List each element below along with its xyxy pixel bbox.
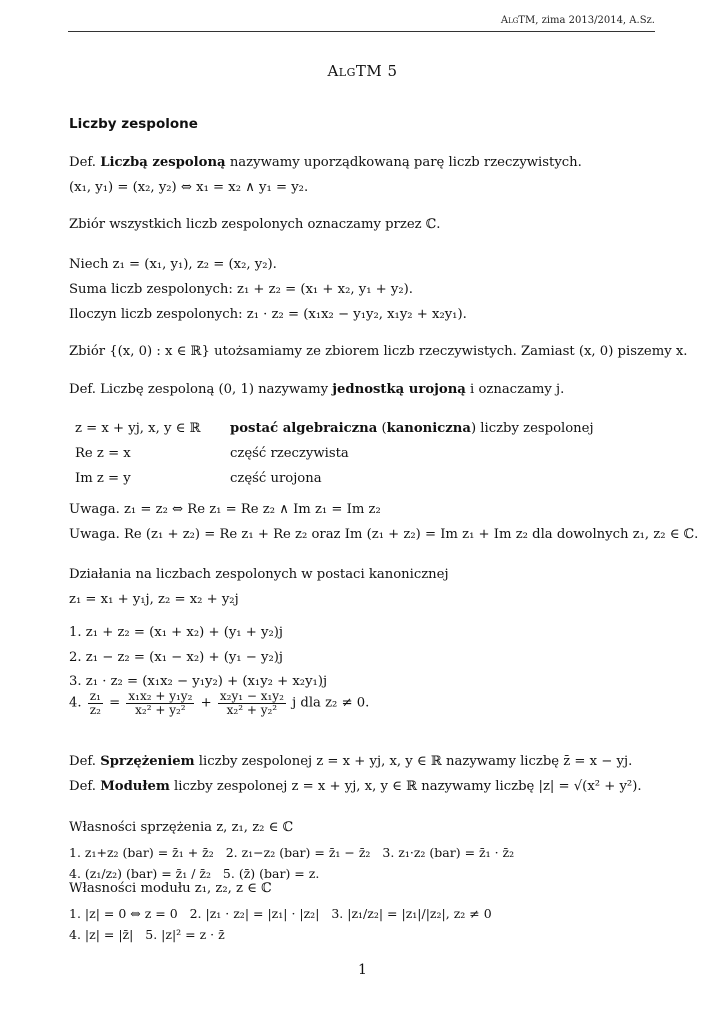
op4-frac2-den: x₂² + y₂² [226, 702, 278, 717]
remark-1: Uwaga. z₁ = z₂ ⇔ Re z₁ = Re z₂ ∧ Im z₁ = Im z₂ [69, 502, 381, 517]
table-row3-right: część urojona [230, 471, 322, 486]
op4-tail: j dla z₂ ≠ 0. [292, 695, 370, 711]
table-bold-2: kanoniczna [386, 421, 471, 436]
def2-prefix: Def. Liczbę zespoloną (0, 1) nazywamy [69, 382, 329, 397]
table-row3-left: Im z = y [75, 471, 131, 486]
mod-prop-5: 5. |z|² = z · z̄ [145, 927, 225, 942]
niech-text: Niech z₁ = (x₁, y₁), z₂ = (x₂, y₂). [69, 257, 277, 272]
op4-plus: + [200, 695, 212, 711]
op4-lhs-den: z₂ [89, 702, 101, 717]
def-term: Liczbą zespoloną [100, 155, 226, 170]
product-text: Iloczyn liczb zespolonych: z₁ · z₂ = (x₁x₂ − y₁y₂, x₁y₂ + x₂y₁). [69, 307, 467, 322]
def3-text: liczby zespolonej z = x + yj, x, y ∈ ℝ nazywamy liczbę z̄ = x − yj. [198, 754, 633, 769]
section-heading: Liczby zespolone [69, 116, 198, 132]
operation-1: 1. z₁ + z₂ = (x₁ + x₂) + (y₁ + y₂)j [69, 625, 284, 640]
header-course: AlgTM [500, 15, 536, 26]
op4-lhs [88, 690, 103, 716]
table-row1-left: z = x + yj, x, y ∈ ℝ [75, 421, 201, 436]
table-bold-1: postać algebraiczna [230, 421, 378, 436]
def-prefix: Def. [69, 155, 96, 170]
def4-prefix: Def. [69, 779, 96, 794]
definition-imaginary-unit [69, 382, 564, 399]
conj-prop-1: 1. z₁+z₂ (bar) = z̄₁ + z̄₂ [69, 845, 214, 860]
conj-prop-4: 4. (z₁/z₂) (bar) = z̄₁ / z̄₂ [69, 866, 211, 881]
table-row1-rest: ) liczby zespolonej [470, 421, 594, 436]
header-rest: , zima 2013/2014, A.Sz. [535, 15, 655, 26]
conjugate-properties-cont [69, 866, 319, 882]
mod-prop-2: 2. |z₁ · z₂| = |z₁| · |z₂| [189, 906, 320, 921]
conj-prop-2: 2. z₁−z₂ (bar) = z̄₁ − z̄₂ [225, 845, 371, 860]
definition-complex-number [69, 155, 582, 172]
mod-prop-1: 1. |z| = 0 ⇔ z = 0 [69, 906, 178, 921]
def3-term: Sprzężeniem [100, 754, 195, 769]
conjugate-properties [69, 845, 514, 861]
mod-prop-4: 4. |z| = |z̄| [69, 927, 134, 942]
sum-text: Suma liczb zespolonych: z₁ + z₂ = (x₁ + x₂, y₁ + y₂). [69, 282, 413, 297]
operation-2: 2. z₁ − z₂ = (x₁ − x₂) + (y₁ − y₂)j [69, 650, 284, 665]
def2-text: i oznaczamy j. [470, 382, 565, 397]
z-definitions: z₁ = x₁ + y₁j, z₂ = x₂ + y₂j [69, 592, 239, 607]
modulus-properties-cont [69, 927, 225, 943]
operation-4: 4. $\frac{\text{z₁}}{\text{z₂}}$ = $\frac{\text{x₁x₂ + y₁y₂}}{\text{x₂² + y₂²}}$ + $\frac{\text{x₂y₁ − x₁y₂}}{\text{x₂² + y₂²}}$ j dla z₂ ≠ 0. [69, 689, 370, 717]
set-c-text: Zbiór wszystkich liczb zespolonych oznaczamy przez ℂ. [69, 217, 441, 232]
remark-2: Uwaga. Re (z₁ + z₂) = Re z₁ + Re z₂ oraz Im (z₁ + z₂) = Im z₁ + Im z₂ dla dowolnych z₁, z₂ ∈ ℂ. [69, 527, 699, 542]
op4-frac2 [218, 690, 286, 716]
real-set-text: Zbiór {(x, 0) : x ∈ ℝ} utożsamiamy ze zbiorem liczb rzeczywistych. Zamiast (x, 0) piszemy x. [69, 344, 688, 359]
page-title: AlgTM 5 [327, 62, 398, 80]
operation-3: 3. z₁ · z₂ = (x₁x₂ − y₁y₂) + (x₁y₂ + x₂y₁)j [69, 674, 328, 689]
op4-lhs-num: z₁ [89, 689, 101, 703]
op4-frac2-num: x₂y₁ − x₁y₂ [219, 689, 284, 703]
running-header [501, 15, 655, 28]
def3-prefix: Def. [69, 754, 96, 769]
conjugate-properties-heading: Własności sprzężenia z, z₁, z₂ ∈ ℂ [69, 820, 294, 835]
modulus-properties [69, 906, 492, 922]
table-row2-right: część rzeczywista [230, 446, 349, 461]
op4-frac1 [126, 690, 194, 716]
conj-prop-3: 3. z₁·z₂ (bar) = z̄₁ · z̄₂ [382, 845, 515, 860]
def2-term: jednostką urojoną [332, 382, 466, 397]
header-rule [68, 31, 655, 32]
definition-modulus [69, 779, 642, 796]
conj-prop-5: 5. (z̄) (bar) = z. [222, 866, 320, 881]
page-number: 1 [358, 962, 367, 978]
operations-heading: Działania na liczbach zespolonych w postaci kanonicznej [69, 567, 449, 582]
def-text: nazywamy uporządkowaną parę liczb rzeczywistych. [229, 155, 582, 170]
modulus-properties-heading: Własności modułu z₁, z₂, z ∈ ℂ [69, 881, 272, 896]
mod-prop-3: 3. |z₁/z₂| = |z₁|/|z₂|, z₂ ≠ 0 [331, 906, 492, 921]
table-paren: ( [381, 421, 387, 436]
definition-conjugate [69, 754, 632, 771]
table-row1-right [230, 421, 594, 438]
op4-frac1-den: x₂² + y₂² [135, 702, 186, 717]
equality-formula: (x₁, y₁) = (x₂, y₂) ⇔ x₁ = x₂ ∧ y₁ = y₂. [69, 180, 309, 195]
op4-number: 4. [69, 695, 82, 711]
op4-frac1-num: x₁x₂ + y₁y₂ [128, 689, 193, 703]
def4-term: Modułem [100, 779, 170, 794]
def4-text: liczby zespolonej z = x + yj, x, y ∈ ℝ nazywamy liczbę |z| = √(x² + y²). [174, 779, 642, 794]
table-row2-left: Re z = x [75, 446, 131, 461]
